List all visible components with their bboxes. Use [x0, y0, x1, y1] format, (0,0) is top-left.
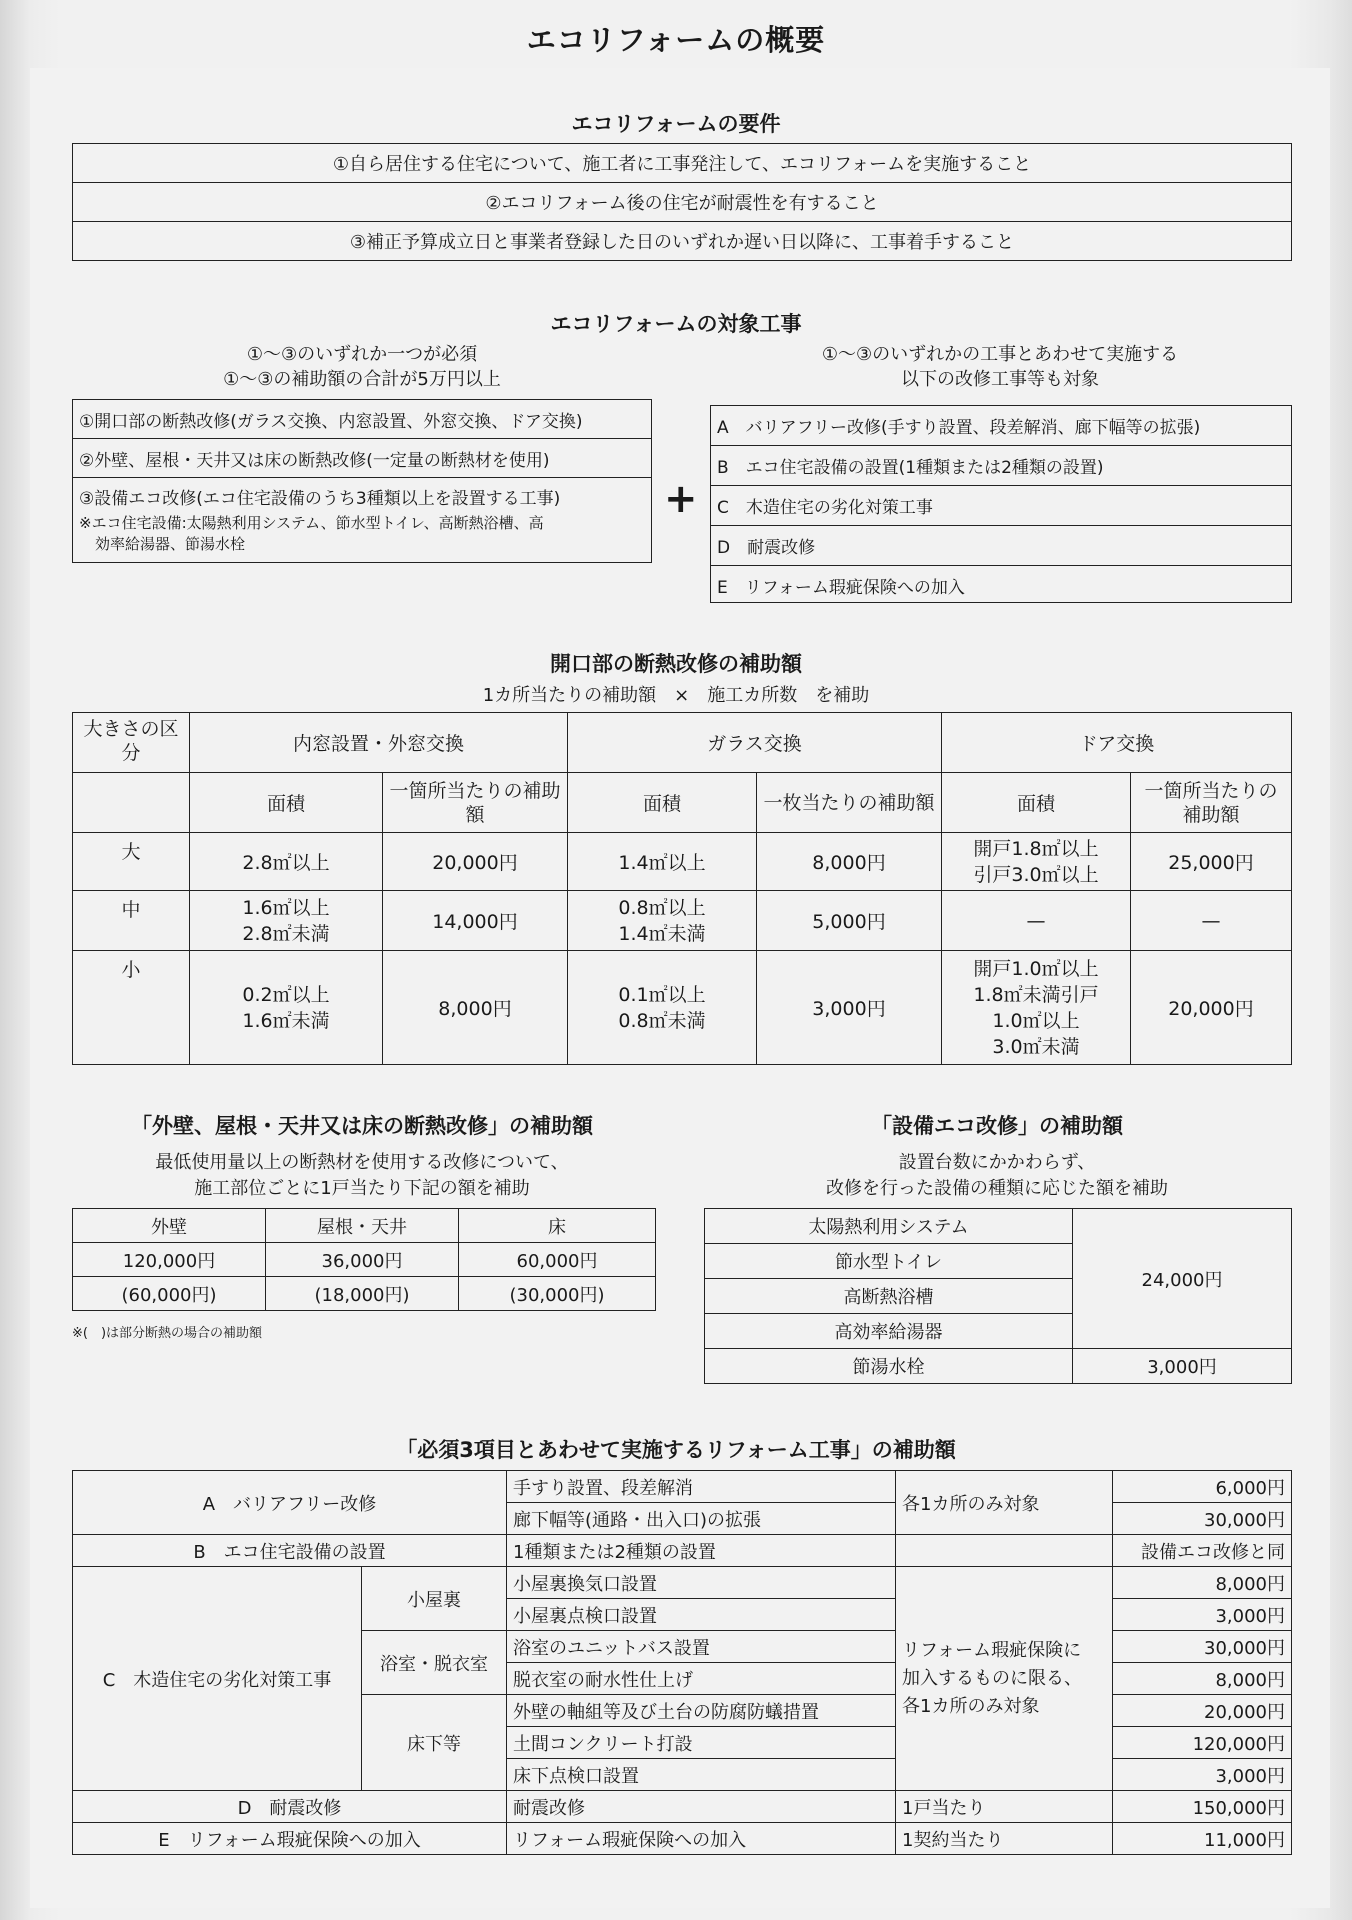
combined-c-amount-1: 8,000円	[1113, 1567, 1292, 1599]
insulation-note: ※( )は部分断熱の場合の補助額	[72, 1326, 263, 1341]
additional-work-e: E リフォーム瑕疵保険への加入	[717, 577, 965, 598]
combined-e-condition: 1契約当たり	[896, 1823, 1113, 1855]
opening-sub: 1カ所当たりの補助額 × 施工カ所数 を補助	[482, 685, 870, 706]
combined-e-label: E リフォーム瑕疵保険への加入	[73, 1823, 507, 1855]
empty-cell	[73, 773, 190, 833]
combined-c-condition-2: 加入するものに限る、	[902, 1667, 1082, 1689]
insulation-full-roof: 36,000円	[266, 1243, 459, 1277]
combined-b-label: B エコ住宅設備の設置	[73, 1535, 507, 1567]
combined-c-condition-1: リフォーム瑕疵保険に	[902, 1639, 1082, 1661]
right-sub-2: 以下の改修工事等も対象	[901, 369, 1099, 390]
door-area-small: 開戸1.0㎡以上 1.8㎡未満引戸 1.0㎡以上 3.0㎡未満	[942, 951, 1131, 1065]
size-small: 小	[73, 951, 190, 1065]
combined-c-group-attic: 小屋裏	[362, 1567, 507, 1631]
inner-amount-large: 20,000円	[383, 833, 568, 891]
inner-window-header: 内窓設置・外窓交換	[190, 713, 568, 773]
required-work-3-label: ③設備エコ改修(エコ住宅設備のうち3種類以上を設置する工事)	[79, 489, 561, 509]
combined-a2-amount: 30,000円	[1113, 1503, 1292, 1535]
size-medium: 中	[73, 891, 190, 951]
combined-a1: 手すり設置、段差解消	[507, 1471, 896, 1503]
combined-c-amount-2: 3,000円	[1113, 1599, 1292, 1631]
inner-area-medium: 1.6㎡以上 2.8㎡未満	[190, 891, 383, 951]
door-area-header: 面積	[942, 773, 1131, 833]
combined-c-item-3: 浴室のユニットバス設置	[507, 1631, 896, 1663]
combined-b-condition-empty	[896, 1535, 1113, 1567]
eco-equipment-note-2: 効率給湯器、節湯水栓	[95, 535, 246, 553]
insulation-partial-floor: (30,000円)	[459, 1277, 656, 1311]
requirement-3: ③補正予算成立日と事業者登録した日のいずれか遅い日以降に、工事着手すること	[73, 222, 1292, 261]
requirements-table	[72, 143, 1292, 261]
size-large: 大	[73, 833, 190, 891]
combined-d-amount: 150,000円	[1113, 1791, 1292, 1823]
insulation-full-floor: 60,000円	[459, 1243, 656, 1277]
right-sub-1: ①〜③のいずれかの工事とあわせて実施する	[821, 344, 1179, 365]
combined-c-item-6: 土間コンクリート打設	[507, 1727, 896, 1759]
equipment-item-5: 節湯水栓	[705, 1349, 1073, 1384]
inner-area-header: 面積	[190, 773, 383, 833]
combined-c-item-5: 外壁の軸組等及び土台の防腐防蟻措置	[507, 1695, 896, 1727]
equipment-item-1: 太陽熱利用システム	[705, 1209, 1073, 1244]
requirement-1: ①自ら居住する住宅について、施工者に工事発注して、エコリフォームを実施すること	[73, 144, 1292, 183]
glass-amount-medium: 5,000円	[757, 891, 942, 951]
additional-work-c: C 木造住宅の劣化対策工事	[711, 486, 1291, 526]
door-area-large: 開戸1.8㎡以上 引戸3.0㎡以上	[942, 833, 1131, 891]
equipment-item-2: 節水型トイレ	[705, 1244, 1073, 1279]
equipment-item-4: 高効率給湯器	[705, 1314, 1073, 1349]
inner-amount-medium: 14,000円	[383, 891, 568, 951]
equipment-sub-1: 設置台数にかかわらず、	[898, 1152, 1096, 1173]
equipment-amount-group: 24,000円	[1073, 1209, 1292, 1349]
opening-heading: 開口部の断熱改修の補助額	[550, 652, 802, 676]
insulation-header-roof: 屋根・天井	[266, 1209, 459, 1243]
opening-table	[72, 712, 1292, 1065]
plus-icon: +	[664, 476, 698, 522]
required-work-1: ①開口部の断熱改修(ガラス交換、内窓設置、外窓交換、ドア交換)	[73, 400, 651, 439]
combined-table	[72, 1470, 1292, 1855]
combined-c-item-2: 小屋裏点検口設置	[507, 1599, 896, 1631]
combined-c-group-bath: 浴室・脱衣室	[362, 1631, 507, 1695]
insulation-sub-2: 施工部位ごとに1戸当たり下記の額を補助	[194, 1178, 530, 1199]
required-work-3	[73, 478, 651, 562]
combined-heading: 「必須3項目とあわせて実施するリフォーム工事」の補助額	[396, 1438, 956, 1462]
combined-e1: リフォーム瑕疵保険への加入	[507, 1823, 896, 1855]
combined-c-condition	[896, 1567, 1113, 1791]
door-amount-small: 20,000円	[1131, 951, 1292, 1065]
insulation-header-floor: 床	[459, 1209, 656, 1243]
door-area-medium: —	[942, 891, 1131, 951]
inner-area-large: 2.8㎡以上	[190, 833, 383, 891]
equipment-sub-2: 改修を行った設備の種類に応じた額を補助	[826, 1178, 1168, 1199]
combined-c-amount-5: 20,000円	[1113, 1695, 1292, 1727]
left-sub-1: ①〜③のいずれか一つが必須	[246, 344, 478, 365]
glass-area-header: 面積	[568, 773, 757, 833]
equipment-item-3: 高断熱浴槽	[705, 1279, 1073, 1314]
combined-a-label: A バリアフリー改修	[73, 1471, 507, 1535]
combined-d-condition: 1戸当たり	[896, 1791, 1113, 1823]
combined-e-amount: 11,000円	[1113, 1823, 1292, 1855]
left-sub-2: ①〜③の補助額の合計が5万円以上	[223, 369, 501, 390]
combined-d1: 耐震改修	[507, 1791, 896, 1823]
combined-b-amount: 設備エコ改修と同	[1113, 1535, 1292, 1567]
combined-c-item-4: 脱衣室の耐水性仕上げ	[507, 1663, 896, 1695]
glass-area-large: 1.4㎡以上	[568, 833, 757, 891]
insulation-partial-wall: (60,000円)	[73, 1277, 266, 1311]
combined-a-condition: 各1カ所のみ対象	[896, 1471, 1113, 1535]
combined-d-label: D 耐震改修	[73, 1791, 507, 1823]
door-amount-medium: —	[1131, 891, 1292, 951]
insulation-sub-1: 最低使用量以上の断熱材を使用する改修について、	[155, 1152, 569, 1173]
insulation-full-wall: 120,000円	[73, 1243, 266, 1277]
additional-work-d: D 耐震改修	[711, 526, 1291, 566]
glass-amount-header: 一枚当たりの補助額	[757, 773, 942, 833]
insulation-partial-roof: (18,000円)	[266, 1277, 459, 1311]
combined-c-group-underfloor: 床下等	[362, 1695, 507, 1791]
additional-work-b: B エコ住宅設備の設置(1種類または2種類の設置)	[711, 446, 1291, 486]
inner-area-small: 0.2㎡以上 1.6㎡未満	[190, 951, 383, 1065]
combined-a1-amount: 6,000円	[1113, 1471, 1292, 1503]
equipment-heading: 「設備エコ改修」の補助額	[871, 1114, 1123, 1138]
required-work-2: ②外壁、屋根・天井又は床の断熱改修(一定量の断熱材を使用)	[73, 439, 651, 478]
required-works-box	[72, 399, 652, 563]
size-header: 大きさの区分	[73, 713, 190, 773]
inner-amount-small: 8,000円	[383, 951, 568, 1065]
glass-header: ガラス交換	[568, 713, 942, 773]
door-header: ドア交換	[942, 713, 1292, 773]
insulation-table	[72, 1208, 656, 1311]
combined-c-amount-3: 30,000円	[1113, 1631, 1292, 1663]
additional-work-a: A バリアフリー改修(手すり設置、段差解消、廊下幅等の拡張)	[711, 406, 1291, 446]
equipment-amount-last: 3,000円	[1073, 1349, 1292, 1384]
glass-amount-small: 3,000円	[757, 951, 942, 1065]
door-amount-large: 25,000円	[1131, 833, 1292, 891]
requirement-2: ②エコリフォーム後の住宅が耐震性を有すること	[73, 183, 1292, 222]
combined-b1: 1種類または2種類の設置	[507, 1535, 896, 1567]
combined-c-item-7: 床下点検口設置	[507, 1759, 896, 1791]
glass-area-small: 0.1㎡以上 0.8㎡未満	[568, 951, 757, 1065]
combined-c-amount-6: 120,000円	[1113, 1727, 1292, 1759]
combined-c-condition-3: 各1カ所のみ対象	[902, 1695, 1040, 1717]
glass-amount-large: 8,000円	[757, 833, 942, 891]
combined-c-amount-4: 8,000円	[1113, 1663, 1292, 1695]
eco-equipment-note-1: ※エコ住宅設備:太陽熱利用システム、節水型トイレ、高断熱浴槽、高	[79, 514, 544, 532]
target-works-heading: エコリフォームの対象工事	[550, 312, 802, 336]
page-title: エコリフォームの概要	[526, 23, 826, 57]
insulation-header-wall: 外壁	[73, 1209, 266, 1243]
combined-c-label: C 木造住宅の劣化対策工事	[73, 1567, 362, 1791]
glass-area-medium: 0.8㎡以上 1.4㎡未満	[568, 891, 757, 951]
combined-a2: 廊下幅等(通路・出入口)の拡張	[507, 1503, 896, 1535]
requirements-heading: エコリフォームの要件	[571, 112, 781, 136]
additional-works-box	[710, 405, 1292, 603]
door-amount-header: 一箇所当たりの補助額	[1131, 773, 1292, 833]
inner-amount-header: 一箇所当たりの補助額	[383, 773, 568, 833]
combined-c-amount-7: 3,000円	[1113, 1759, 1292, 1791]
equipment-table	[704, 1208, 1292, 1384]
insulation-heading: 「外壁、屋根・天井又は床の断熱改修」の補助額	[131, 1114, 593, 1138]
combined-c-item-1: 小屋裏換気口設置	[507, 1567, 896, 1599]
